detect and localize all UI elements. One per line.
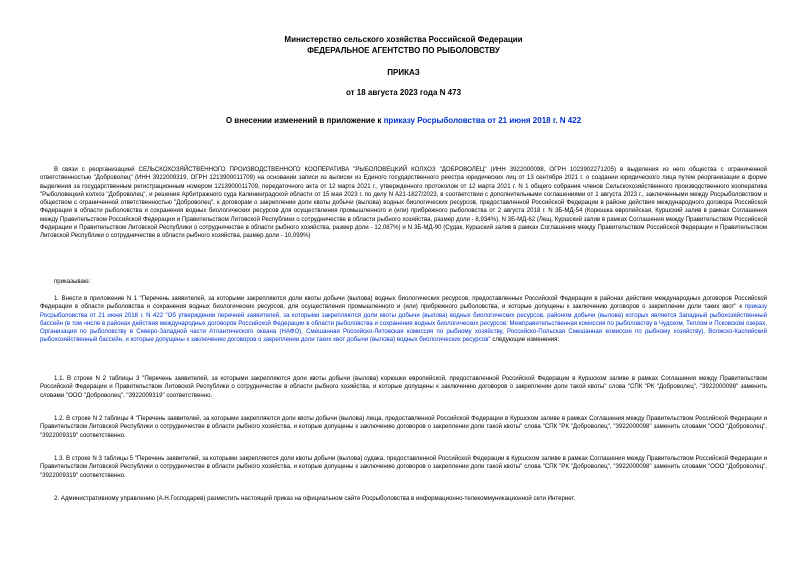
document-date: от 18 августа 2023 года N 473	[345, 88, 462, 97]
item-1-1-text: 1.1. В строке N 2 таблицы 3 "Перечень заявителей, за которыми закрепляются доли квоты добычи (вылова) корюшки европейской, предоставленной Российской Федерации в Куршском заливе в рамках Соглашения между Правительством Российской Федерации и Правительством Литовской Республики о сотрудничестве в области рыбного хозяйства, и которые допущены к заключению договоров о закреплении доли такой квоты" слова "СПК "РК "Доброволец", "3922000098" заменить словами "ООО "Доброволец", "3922009319" соответственно.	[40, 375, 767, 399]
document-type: ПРИКАЗ	[387, 68, 420, 77]
item-1-tail: следующие изменения:	[490, 336, 560, 344]
order-word-text: приказываю:	[54, 278, 91, 285]
item-1-order-link[interactable]: приказу Росрыболовства от 21 июня 2018 г. N 422 "Об утверждении перечней заявителей, за которыми закрепляются доли квоты добычи (вылова) водных биологических ресурсов, районом добычи (вылова) которых является Западный рыбохозяйственный бассейн (в том числе в районах действия международных договоров Российской Федерации в области рыболовства и сохранения водных биологических ресурсов: Межправительственная комиссия по рыболовству в Чудском, Теплом и Псковском озерах, Организация по рыболовству в Северо-Западной части Атлантического океана (НАФО), Смешанная Российско-Литовская комиссия по рыбному хозяйству, Российско-Польская Смешанная комиссия по рыбному хозяйству), Волжско-Каспийский рыбохозяйственный бассейн, и которые допущены к заключению договоров о закреплении доли таких квот добычи (вылова) водных биологических ресурсов"	[40, 303, 767, 344]
item-1-text: 1. Внести в приложение N 1 "Перечень заявителей, за которыми закрепляются доли квоты добычи (вылова) водных биологических ресурсов, предоставленных Российской Федерации в районах действия международных договоров Российской Федерации в области рыболовства и сохранения водных биологических ресурсов, для осуществления промышленного и (или) прибрежного рыболовства, и которые допущены к заключению договоров о закреплении доли таких квот" к	[40, 295, 767, 311]
order-422-link[interactable]: приказу Росрыболовства от 21 июня 2018 г. N 422	[383, 116, 582, 125]
item-1-3-paragraph	[40, 455, 767, 480]
preamble-text: В связи с реорганизацией СЕЛЬСКОХОЗЯЙСТВЕННОГО ПРОИЗВОДСТВЕННОГО КООПЕРАТИВА "РЫБОЛОВЕЦКИЙ КОЛХОЗ "ДОБРОВОЛЕЦ" (ИНН 3922000098, ОГРН 1023902271205) в выделения из него общества с ограниченной ответственностью "Доброволец" (ИНН 3922009319, ОГРН 1213900011709) на основании записи из выписки из Единого государственного реестра юридических лиц от 13 сентября 2021 г. о создании юридического лица путем реорганизации в форме выделения за государственным регистрационным номером 1213900011709, передаточного акта от 12 марта 2021 г., утвержденного протоколом от 12 марта 2021 г. N 1 общего собрания членов Сельскохозяйственного производственного кооператива "Рыболовецкий колхоз "Доброволец", и решения Арбитражного суда Калининградской области от 15 мая 2023 г. по делу N А21-1827/2023, в соответствии с дополнительными соглашениями от 1 августа 2023 г., заключенными между Росрыболовством и обществом с ограниченной ответственностью "Доброволец", к договорам о закреплении доли квоты добычи (вылова) водных биологических ресурсов, предоставленной Российской Федерации в районе действия международного договора Российской Федерации в области рыболовства и сохранения водных биологических ресурсов для осуществления промышленного и (или) прибрежного рыболовства от 2 августа 2018 г. N 3Б-МД-54 (Корюшка европейская, Куршский залив в рамках Соглашения между Правительством Российской Федерации и Правительством Литовской Республики о сотрудничестве в области рыбного хозяйства, размер доли - 8,934%), N 3Б-МД-62 (Лещ, Куршский залив в рамках Соглашения между Правительством Российской Федерации и Правительством Литовской Республики о сотрудничестве в области рыбного хозяйства, размер доли - 12,087%) и N 3Б-МД-90 (Судак, Куршский залив в рамках Соглашения между Правительством Российской Федерации и Правительством Литовской Республики о сотрудничестве в области рыбного хозяйства, размер доли - 10,099%)	[40, 166, 767, 240]
item-1-2-paragraph	[40, 415, 767, 440]
item-1-paragraph	[40, 295, 767, 345]
order-word	[40, 278, 767, 286]
item-1-3-text: 1.3. В строке N 3 таблицы 5 "Перечень заявителей, за которыми закрепляются доли квоты добычи (вылова) судака, предоставленной Российской Федерации в Куршском заливе в рамках Соглашения между Правительством Российской Федерации и Правительством Литовской Республики о сотрудничестве в области рыбного хозяйства, и которые допущены к заключению договоров о закреплении доли такой квоты" слова "СПК "РК "Доброволец", "3922000098" заменить словами "ООО "Доброволец", "3922009319" соответственно.	[40, 455, 767, 479]
subject-prefix: О внесении изменений в приложение к	[225, 116, 384, 125]
item-2-text: 2. Административному управлению (А.Н.Господарев) разместить настоящий приказ на официальном сайте Росрыболовства в информационно-телекоммуникационной сети Интернет.	[54, 495, 576, 502]
item-1-2-text: 1.2. В строке N 2 таблицы 4 "Перечень заявителей, за которыми закрепляются доли квоты добычи (вылова) леща, предоставленной Российской Федерации в Куршском заливе в рамках Соглашения между Правительством Российской Федерации и Правительством Литовской Республики о сотрудничестве в области рыбного хозяйства, и которые допущены к заключению договоров о закреплении доли такой квоты" слова "СПК "РК "Доброволец", "3922000098" заменить словами "ООО "Доброволец", "3922009319" соответственно.	[40, 415, 767, 439]
item-2-paragraph	[40, 495, 767, 503]
agency-title: ФЕДЕРАЛЬНОЕ АГЕНТСТВО ПО РЫБОЛОВСТВУ	[307, 46, 500, 55]
document-subject	[0, 116, 807, 126]
preamble-paragraph	[40, 166, 767, 241]
item-1-1-paragraph	[40, 375, 767, 400]
ministry-title: Министерство сельского хозяйства Российской Федерации	[284, 35, 523, 44]
